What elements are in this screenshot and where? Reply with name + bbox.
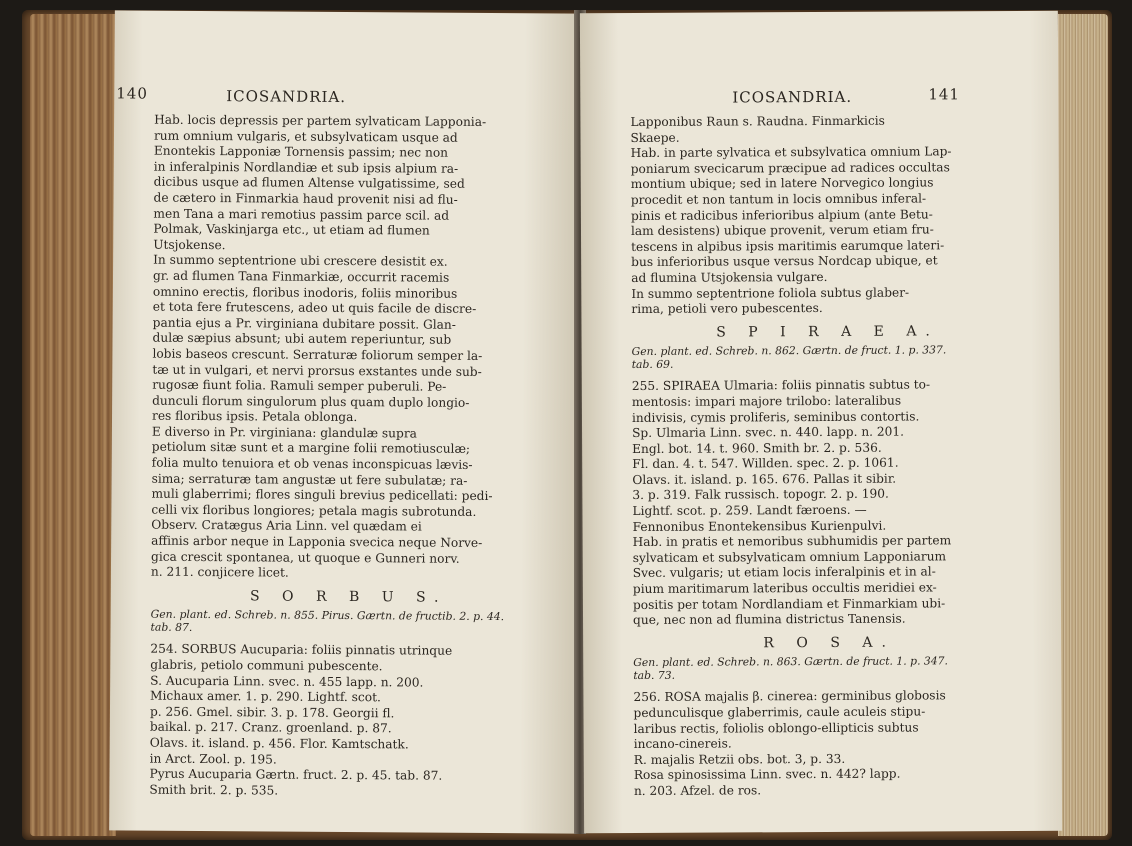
left-running-title: ICOSANDRIA. (226, 87, 347, 106)
right-running-title: ICOSANDRIA. (732, 87, 853, 107)
entry-line: pium maritimarum lateribus occultis meridiei ex- (632, 580, 937, 597)
text-line: dunculi florum singulorum plus quam duplo longio- (152, 393, 470, 410)
right-page-number: 141 (928, 85, 960, 104)
text-line: rugosæ fiunt folia. Ramuli semper puberuli. Pe- (152, 377, 447, 394)
text-line: res floribus ipsis. Petala oblonga. (151, 408, 358, 425)
text-line: Observ. Cratægus Aria Linn. vel quædam ei (151, 518, 422, 534)
sorbus-entry (149, 642, 546, 801)
left-page-edges (30, 14, 116, 836)
text-line: rum omnium vulgaris, et subsylvaticam usque ad (153, 128, 458, 145)
reference-line: tab. 87. (150, 621, 193, 635)
text-line: tescens in alpibus ipsis maritimis earumque lateri- (631, 238, 945, 254)
text-line: Polmak, Vaskinjarga etc., ut etiam ad flumen (153, 221, 430, 238)
text-line: affinis arbor neque in Lapponia svecica neque Norve- (151, 533, 483, 550)
text-line: poniarum svecicarum præcipue ad radices occultas (630, 160, 950, 176)
entry-line: Pyrus Aucuparia Gærtn. fruct. 2. p. 45. tab. 87. (149, 766, 443, 783)
entry-line: Fl. dan. 4. t. 547. Willden. spec. 2. p. 1061. (632, 455, 899, 472)
right-body (630, 113, 1026, 800)
entry-line: Fennonibus Enontekensibus Kurienpulvi. (632, 518, 887, 534)
text-line: Utsjokense. (153, 237, 226, 252)
entry-line: Smith brit. 2. p. 535. (149, 782, 279, 798)
text-line: procedit et non tantum in locis omnibus inferal- (630, 191, 927, 207)
spiraea-reference (632, 343, 1024, 371)
text-line: In summo septentrione foliola subtus glaber- (631, 285, 910, 301)
reference-line: Gen. plant. ed. Schreb. n. 855. Pirus. Gærtn. de fructib. 2. p. 44. (150, 608, 505, 624)
text-line: gr. ad flumen Tana Finmarkiæ, occurrit racemis (152, 268, 450, 285)
text-line: Lapponibus Raun s. Raudna. Finmarkicis (630, 113, 885, 129)
text-line: gica crescit spontanea, ut quoque e Gunneri norv. (151, 549, 460, 566)
entry-line: mentosis: impari majore trilobo: lateralibus (631, 393, 902, 409)
text-line: et tota fere frutescens, adeo ut quis facile de discre- (152, 299, 477, 317)
text-line: dulæ sæpius absunt; ubi autem reperiuntur, sub (152, 330, 452, 348)
rosa-section-title: R O S A. (763, 634, 895, 652)
spiraea-entry (632, 377, 1025, 629)
entry-line: in Arct. Zool. p. 195. (149, 751, 277, 767)
left-paragraphs (151, 113, 550, 584)
text-line: Skaepe. (630, 130, 680, 145)
text-line: Hab. in parte sylvatica et subsylvatica omnium Lap- (630, 144, 952, 161)
text-line: Hab. locis depressis per partem sylvaticam Lapponia- (154, 112, 487, 129)
text-line: ad flumina Utsjokensia vulgare. (631, 269, 828, 285)
entry-line: positis per totam Nordlandiam et Finmarkiam ubi- (632, 595, 946, 612)
entry-line: Olavs. it. island. p. 165. 676. Pallas it sibir. (632, 471, 897, 487)
text-line: In summo septentrione ubi crescere desistit ex. (153, 253, 448, 270)
text-line: celli vix floribus longiores; petala magis subrotunda. (151, 502, 477, 519)
text-line: men Tana a mari remotius passim parce scil. ad (153, 206, 450, 223)
text-line: bus inferioribus usque versus Nordcap ubique, et (631, 253, 938, 270)
reference-line: tab. 73. (633, 669, 676, 683)
text-line: pantia ejus a Pr. virginiana dubitare possit. Glan- (152, 315, 456, 332)
reference-line: Gen. plant. ed. Schreb. n. 862. Gærtn. de fruct. 1. p. 337. (631, 343, 947, 359)
entry-line: Hab. in pratis et nemoribus subhumidis per partem (632, 533, 952, 550)
text-line: omnino erectis, floribus inodoris, foliis minoribus (152, 284, 458, 301)
text-line: dicibus usque ad flumen Altense vulgatissime, sed (153, 175, 465, 192)
entry-line: baikal. p. 217. Cranz. groenland. p. 87. (149, 720, 392, 736)
entry-line: 255. SPIRAEA Ulmaria: foliis pinnatis subtus to- (631, 377, 931, 394)
text-line: lobis baseos crescunt. Serraturæ foliorum semper la- (152, 346, 483, 363)
entry-line: Lightf. scot. p. 259. Landt færoens. — (632, 502, 867, 519)
entry-line: S. Aucuparia Linn. svec. n. 455 lapp. n. 200. (150, 673, 424, 690)
entry-line: indivisis, cymis proliferis, seminibus contortis. (631, 408, 920, 425)
entry-line: 254. SORBUS Aucuparia: foliis pinnatis utrinque (150, 642, 453, 659)
entry-line: que, nec non ad flumina districtus Tanensis. (632, 611, 906, 628)
right-page-edges (1058, 14, 1108, 836)
entry-line: glabris, petiolo communi pubescente. (150, 657, 383, 674)
left-page (109, 10, 581, 833)
entry-line: R. majalis Retzii obs. bot. 3, p. 33. (633, 751, 846, 767)
rosa-entry (633, 688, 1026, 799)
text-line: Enontekis Lapponiæ Tornensis passim; nec non (153, 143, 449, 160)
entry-line: Olavs. it. island. p. 456. Flor. Kamtschatk. (149, 735, 409, 752)
right-paragraphs (630, 113, 1023, 318)
text-line: tæ ut in vulgari, et nervi prorsus exstantes unde sub- (152, 362, 482, 379)
text-line: petiolum sitæ sunt et a margine folii remotiusculæ; (151, 440, 471, 457)
entry-line: 256. ROSA majalis β. cinerea: germinibus globosis (633, 688, 946, 705)
rosa-reference (633, 654, 1025, 682)
reference-line: Gen. plant. ed. Schreb. n. 863. Gærtn. de fruct. 1. p. 347. (633, 654, 948, 670)
right-page (580, 11, 1062, 833)
left-page-number: 140 (116, 84, 148, 103)
sorbus-reference (151, 608, 547, 637)
text-line: E diverso in Pr. virginiana: glandulæ supra (151, 424, 418, 441)
text-line: n. 211. conjicere licet. (150, 564, 289, 580)
entry-line: Sp. Ulmaria Linn. svec. n. 440. lapp. n. 201. (632, 424, 905, 441)
spiraea-section-title: S P I R A E A. (716, 323, 939, 341)
text-line: in inferalpinis Nordlandiæ et sub ipsis alpium ra- (153, 159, 459, 176)
entry-line: Engl. bot. 14. t. 960. Smith br. 2. p. 536. (632, 440, 882, 456)
entry-line: Svec. vulgaris; ut etiam locis inferalpinis et in al- (632, 564, 936, 581)
entry-line: p. 256. Gmel. sibir. 3. p. 178. Georgii fl. (149, 704, 395, 721)
entry-line: 3. p. 319. Falk russisch. topogr. 2. p. 190. (632, 487, 889, 503)
entry-line: n. 203. Afzel. de ros. (633, 783, 762, 798)
reference-line: tab. 69. (631, 358, 674, 372)
text-line: de cætero in Finmarkia haud provenit nisi ad flu- (153, 190, 458, 207)
entry-line: incano-cinereis. (633, 736, 732, 752)
text-line: muli glaberrimi; flores singuli brevius pedicellati: pedi- (151, 486, 493, 504)
text-line: rima, petioli vero pubescentes. (631, 301, 823, 317)
entry-line: sylvaticam et subsylvaticam omnium Lapponiarum (632, 549, 947, 565)
text-line: folia multo tenuiora et ob venas inconspicuas lævis- (151, 455, 473, 472)
text-line: lam desistens) ubique provenit, verum etiam fru- (630, 222, 934, 239)
entry-line: pedunculisque glaberrimis, caule aculeis stipu- (633, 704, 926, 720)
text-line: pinis et radicibus inferioribus alpium (ante Betu- (630, 206, 933, 223)
sorbus-section-title: S O R B U S. (249, 588, 448, 606)
entry-line: Rosa spinosissima Linn. svec. n. 442? lapp. (633, 766, 901, 783)
entry-line: Michaux amer. 1. p. 290. Lightf. scot. (150, 688, 381, 705)
left-body (149, 113, 550, 801)
text-line: montium ubique; sed in latere Norvegico longius (630, 175, 934, 192)
entry-line: laribus rectis, foliolis oblongo-ellipticis subtus (633, 720, 919, 736)
text-line: sima; serraturæ tam angustæ ut fere subulatæ; ra- (151, 471, 468, 488)
